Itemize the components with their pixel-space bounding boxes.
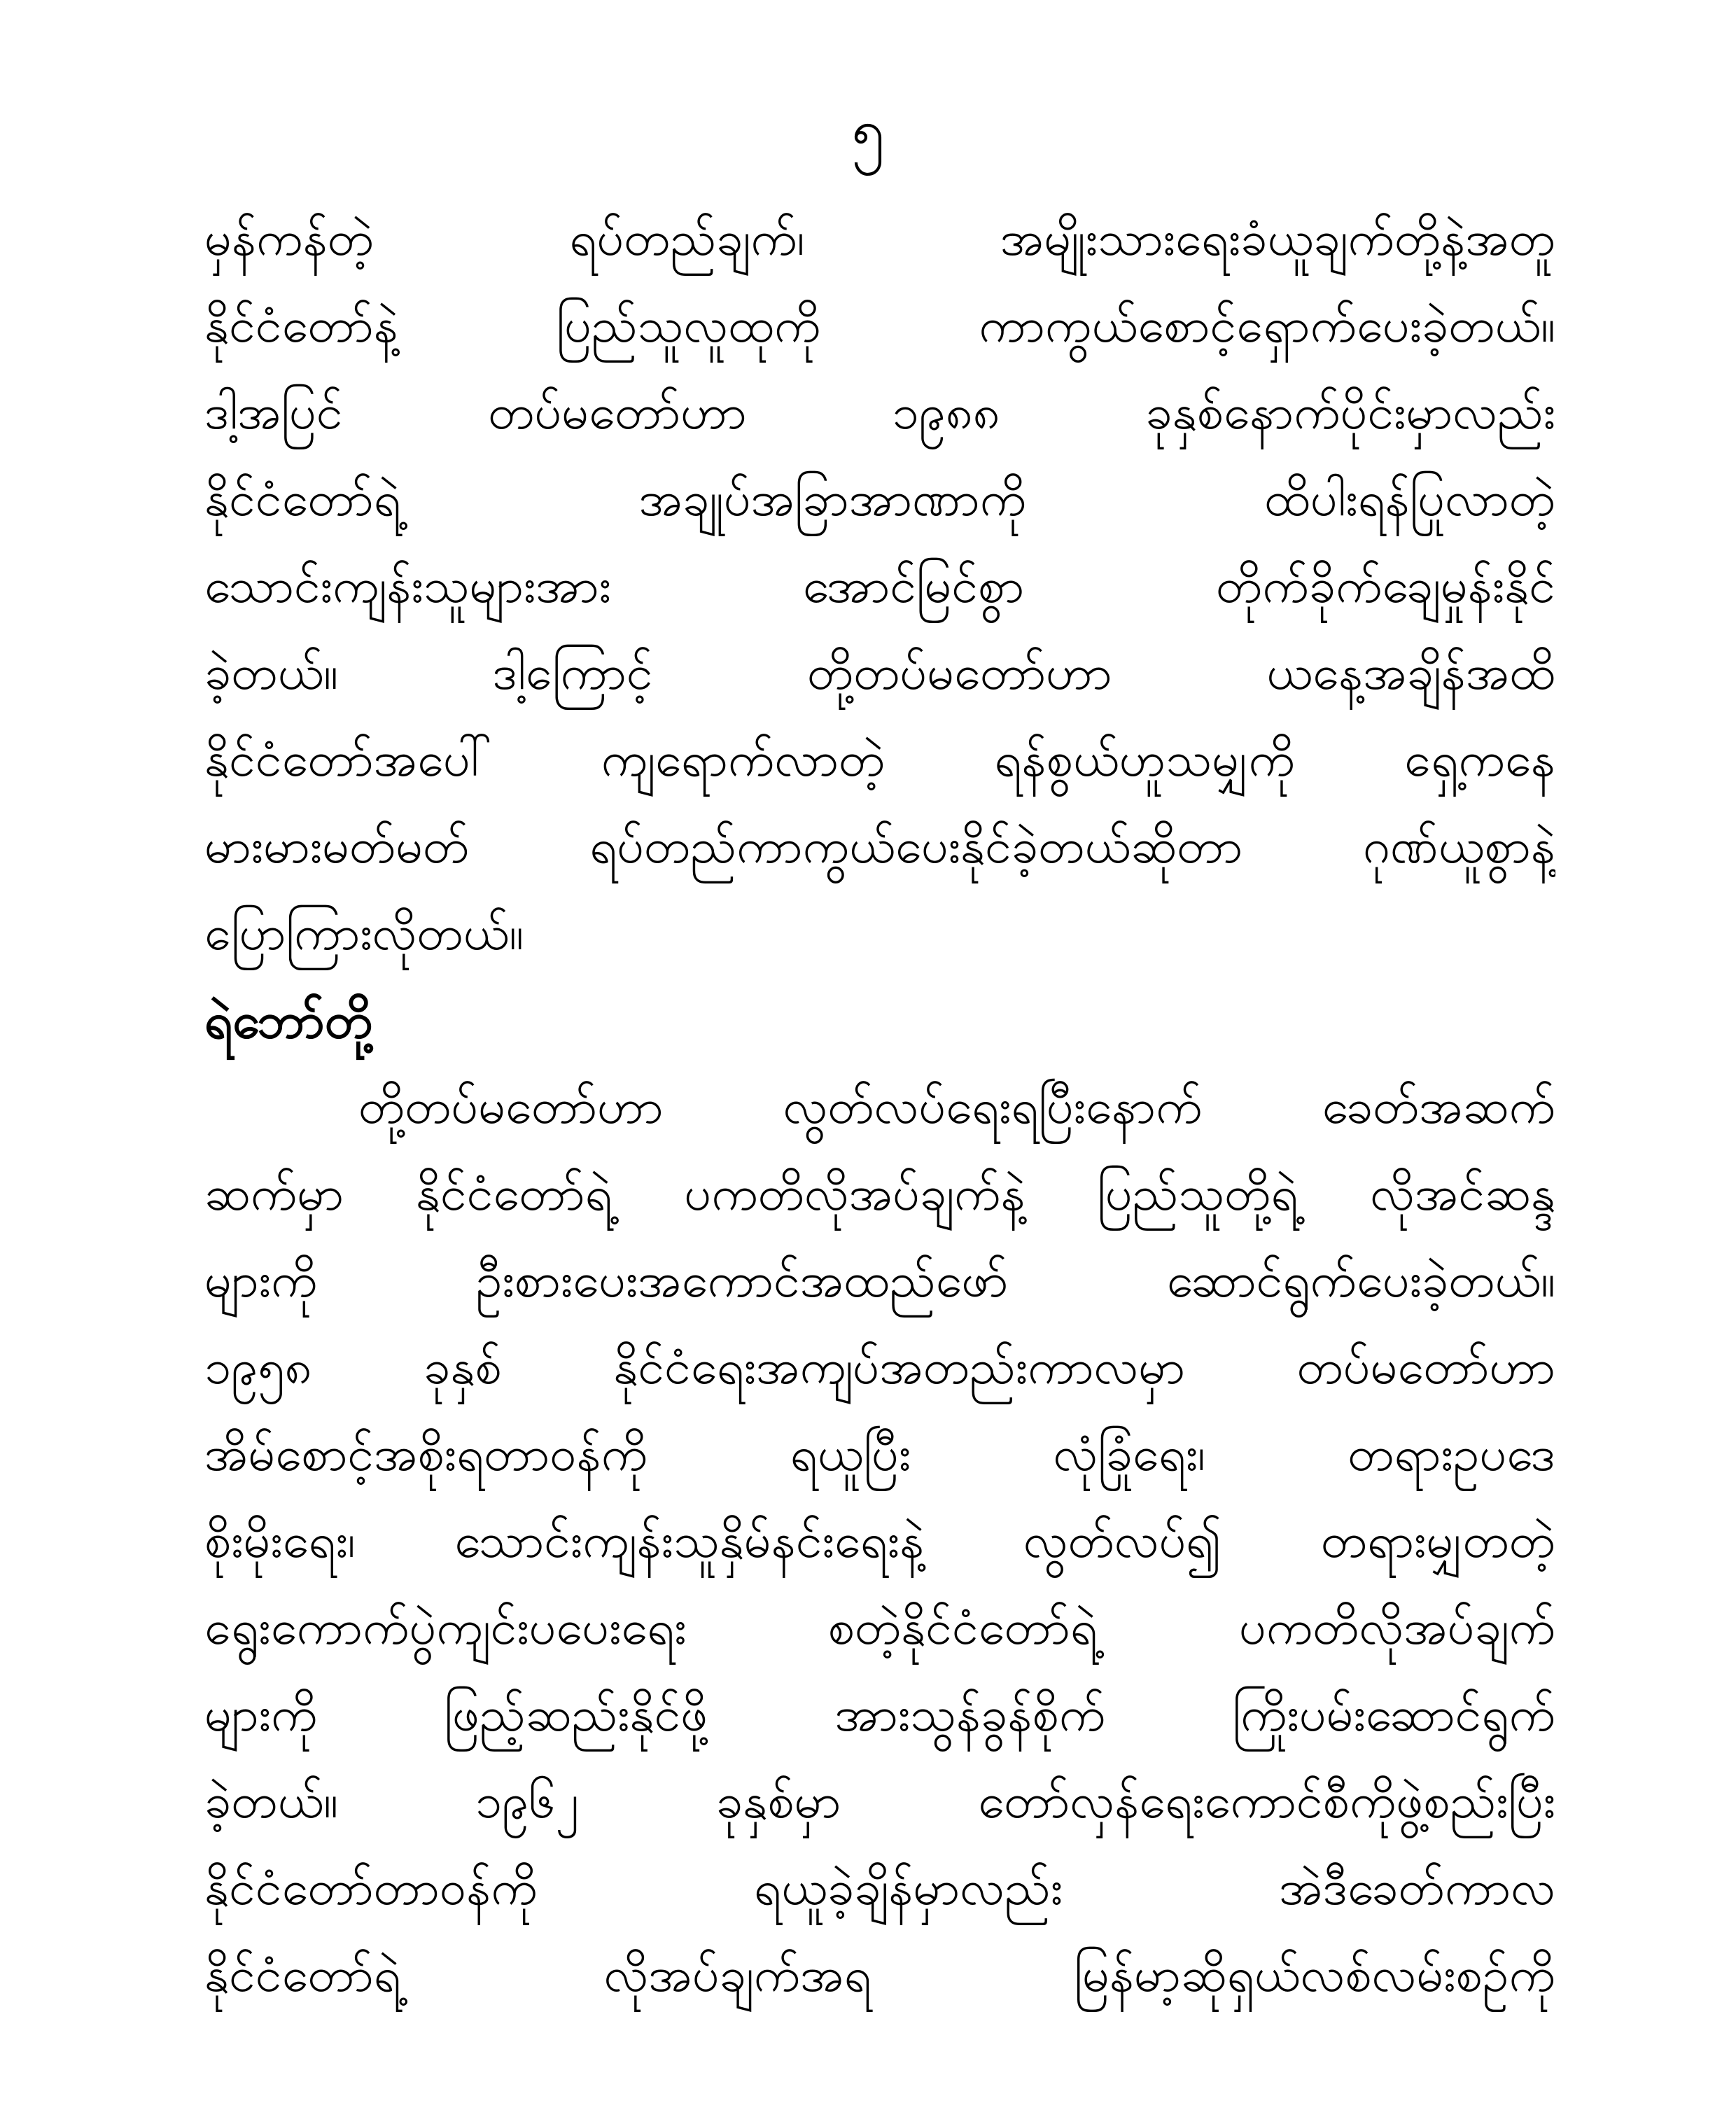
page-number: ၅	[851, 95, 885, 164]
paragraph-line: စိုးမိုးရေး၊ သောင်းကျန်းသူနှိမ်နင်းရေးနဲ့ လွတ်လပ်၍ တရားမျှတတဲ့	[204, 1514, 1555, 1569]
paragraph-line: တို့တပ်မတော်ဟာ လွတ်လပ်ရေးရပြီးနောက် ခေတ်အဆက်	[358, 1080, 1555, 1135]
body-text	[204, 196, 1555, 2019]
paragraph-line: မားမားမတ်မတ် ရပ်တည်ကာကွယ်ပေးနိုင်ခဲ့တယ်ဆိုတာ ဂုဏ်ယူစွာနဲ့	[204, 819, 1555, 874]
paragraph-line: မှန်ကန်တဲ့ ရပ်တည်ချက်၊ အမျိုးသားရေးခံယူချက်တို့နဲ့အတူ	[204, 211, 1555, 267]
paragraph-line: ခဲ့တယ်။ ၁၉၆၂ ခုနှစ်မှာ တော်လှန်ရေးကောင်စီကိုဖွဲ့စည်းပြီး	[204, 1774, 1555, 1829]
paragraph-line: များကို ဦးစားပေးအကောင်အထည်ဖော် ဆောင်ရွက်ပေးခဲ့တယ်။	[204, 1253, 1555, 1308]
paragraph-line: သောင်းကျန်းသူများအား အောင်မြင်စွာ တိုက်ခိုက်ချေမှုန်းနိုင်	[204, 559, 1555, 614]
section-heading: ရဲဘော်တို့	[204, 992, 372, 1049]
paragraph-line: ၁၉၅၈ ခုနှစ် နိုင်ငံရေးအကျပ်အတည်းကာလမှာ တပ်မတော်ဟာ	[204, 1340, 1555, 1395]
paragraph-line: နိုင်ငံတော်ရဲ့ လိုအပ်ချက်အရ မြန်မာ့ဆိုရှယ်လစ်လမ်းစဉ်ကို	[204, 1948, 1555, 2003]
paragraph-line: နိုင်ငံတော်နဲ့ ပြည်သူလူထုကို ကာကွယ်စောင့်ရှောက်ပေးခဲ့တယ်။	[204, 298, 1555, 354]
paragraph-line: ခဲ့တယ်။ ဒါ့ကြောင့် တို့တပ်မတော်ဟာ ယနေ့အချိန်အထိ	[204, 645, 1555, 701]
paragraph-line: နိုင်ငံတော်အပေါ် ကျရောက်လာတဲ့ ရန်စွယ်ဟူသမျှကို ရှေ့ကနေ	[204, 732, 1555, 788]
paragraph-line: နိုင်ငံတော်ရဲ့ အချုပ်အခြာအာဏာကို ထိပါးရန်ပြုလာတဲ့	[204, 472, 1555, 527]
paragraph-line: ရွေးကောက်ပွဲကျင်းပပေးရေး စတဲ့နိုင်ငံတော်ရဲ့ ပကတိလိုအပ်ချက်	[204, 1600, 1555, 1656]
paragraph-line: များကို ဖြည့်ဆည်းနိုင်ဖို့ အားသွန်ခွန်စိုက် ကြိုးပမ်းဆောင်ရွက်	[204, 1687, 1555, 1742]
paragraph-line: ပြောကြားလိုတယ်။	[204, 906, 524, 961]
paragraph-1	[204, 196, 1555, 977]
paragraph-line: ဆက်မှာ နိုင်ငံတော်ရဲ့ ပကတိလိုအပ်ချက်နဲ့ ပြည်သူတို့ရဲ့ လိုအင်ဆန္ဒ	[204, 1166, 1555, 1222]
paragraph-line: နိုင်ငံတော်တာဝန်ကို ရယူခဲ့ချိန်မှာလည်း အဲဒီခေတ်ကာလ	[204, 1861, 1555, 1916]
paragraph-2	[204, 1064, 1555, 2019]
paragraph-line: အိမ်စောင့်အစိုးရတာဝန်ကို ရယူပြီး လုံခြုံရေး၊ တရားဥပဒေ	[204, 1427, 1555, 1482]
paragraph-line: ဒါ့အပြင် တပ်မတော်ဟာ ၁၉၈၈ ခုနှစ်နောက်ပိုင်းမှာလည်း	[204, 385, 1555, 440]
